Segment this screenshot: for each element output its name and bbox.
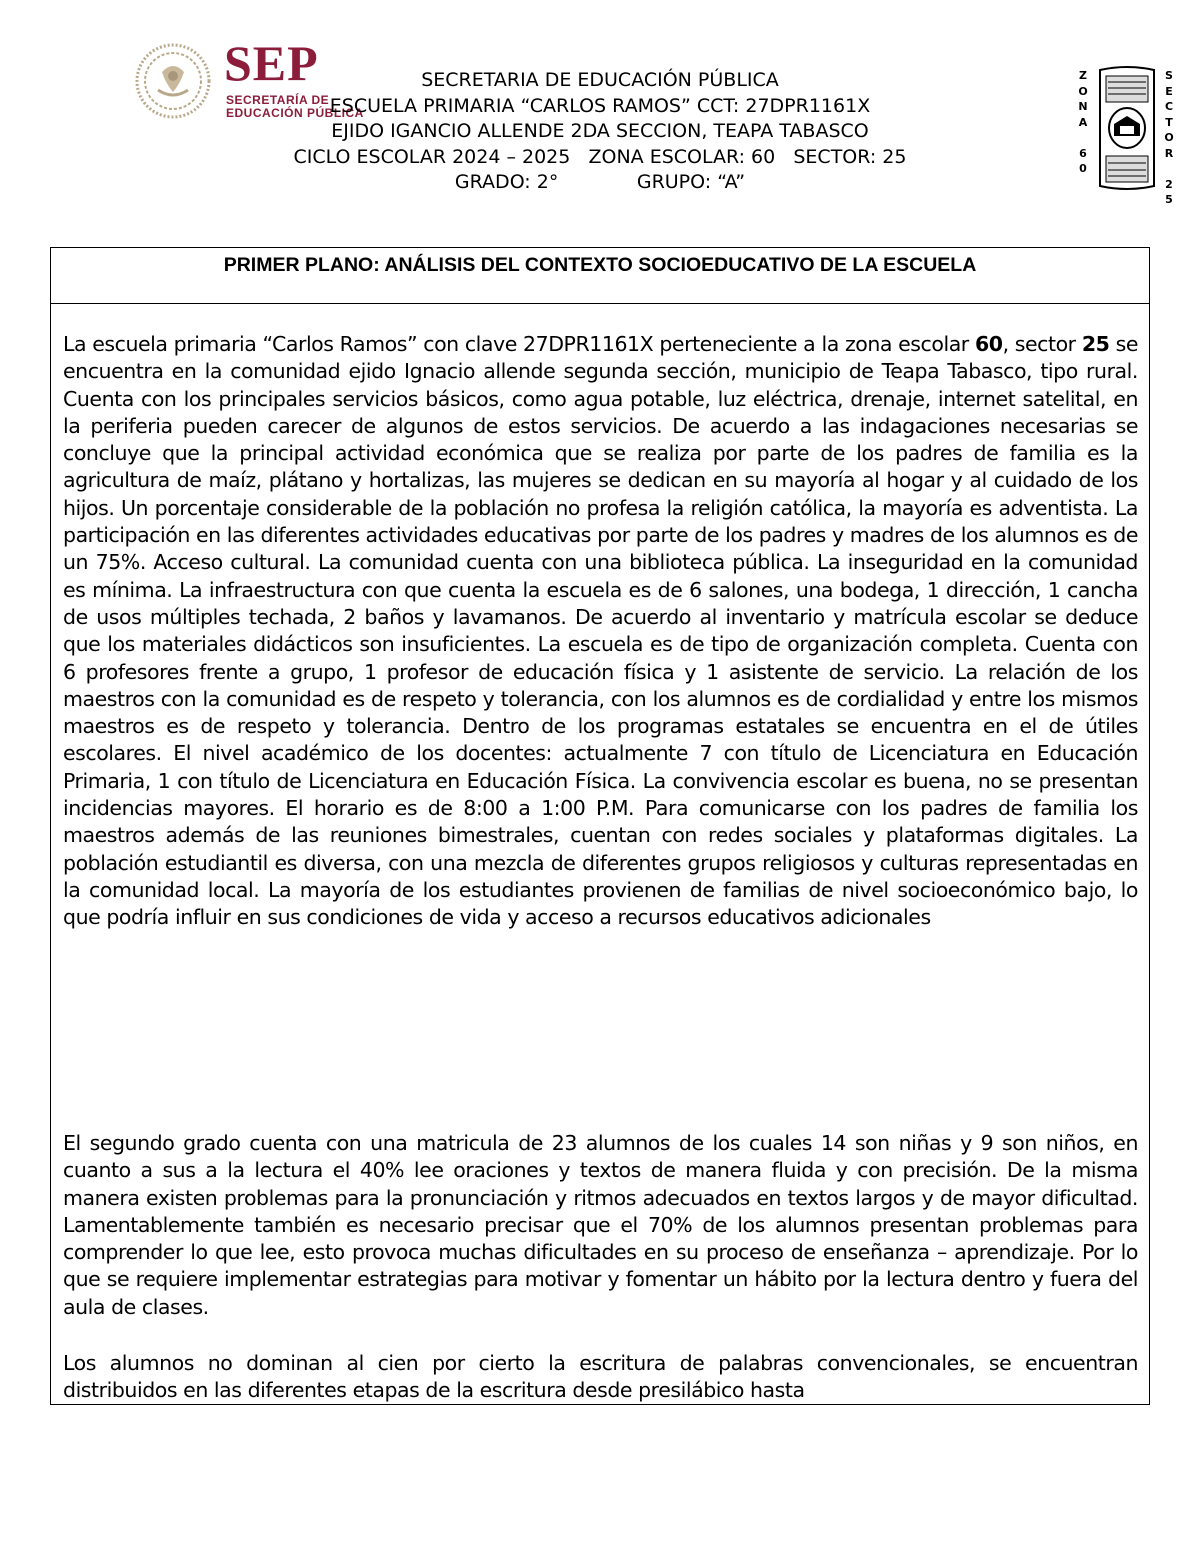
- header-line-school: ESCUELA PRIMARIA “CARLOS RAMOS” CCT: 27DPR1161X: [329, 94, 871, 117]
- header-line-address: EJIDO IGANCIO ALLENDE 2DA SECCION, TEAPA TABASCO: [331, 120, 869, 142]
- document-header: [200, 68, 1000, 196]
- sep-logo-text: SEP: [224, 35, 319, 91]
- context-analysis-box: [50, 247, 1150, 1405]
- zone-sector-badge-icon: [1094, 64, 1160, 192]
- header-line-cycle: CICLO ESCOLAR 2024 – 2025 ZONA ESCOLAR: 60 SECTOR: 25: [293, 145, 907, 168]
- section-title: PRIMER PLANO: ANÁLISIS DEL CONTEXTO SOCIOEDUCATIVO DE LA ESCUELA: [223, 254, 977, 276]
- writing-paragraph: Los alumnos no dominan al cien por cierto la escritura de palabras convencionales, se encuentran distribuidos en las diferentes etapas de la escritura desde presilábico hasta: [63, 1351, 1138, 1403]
- header-line-institution: SECRETARIA DE EDUCACIÓN PÚBLICA: [421, 69, 779, 91]
- header-line-grade: GRADO: 2° GRUPO: “A”: [454, 171, 746, 193]
- zone-vertical-text: Z O N A 6 0: [1078, 69, 1088, 175]
- context-paragraph: La escuela primaria “Carlos Ramos” con clave 27DPR1161X perteneciente a la zona escolar 60, sector 25 se encuentra en la comunidad ejido Ignacio allende segunda sección, municipio de Teapa Tabasco, tipo rural. Cuenta con los principales servicios básicos, como agua potable, luz eléctrica, drenaje, internet satelital, en la periferia pueden carecer de algunos de estos servicios. De acuerdo a las indagaciones necesarias se concluye que la principal actividad económica que se realiza por parte de los padres de familia es la agricultura de maíz, plátano y hortalizas, las mujeres se dedican en su mayoría al hogar y al cuidado de los hijos. Un porcentaje considerable de la población no profesa la religión católica, la mayoría es adventista. La participación en las diferentes actividades educativas por parte de los padres y madres de los alumnos es de un 75%. Acceso cultural. La comunidad cuenta con una biblioteca pública. La inseguridad en la comunidad es mínima. La infraestructura con que cuenta la escuela es de 6 salones, una bodega, 1 dirección, 1 cancha de usos múltiples techada, 2 baños y lavamanos. De acuerdo al inventario y matrícula escolar se deduce que los materiales didácticos son insuficientes. La escuela es de tipo de organización completa. Cuenta con 6 profesores frente a grupo, 1 profesor de educación física y 1 asistente de servicio. La relación de los maestros con la comunidad es de respeto y tolerancia, con los alumnos es de cordialidad y entre los mismos maestros es de respeto y tolerancia. Dentro de los programas estatales se encuentra en el de útiles escolares. El nivel académico de los docentes: actualmente 7 con título de Licenciatura en Educación Primaria, 1 con título de Licenciatura en Educación Física. La convivencia escolar es buena, no se presentan incidencias mayores. El horario es de 8:00 a 1:00 P.M. Para comunicarse con los padres de familia los maestros además de las reuniones bimestrales, cuentan con redes sociales y plataformas digitales. La población estudiantil es diversa, con una mezcla de diferentes grupos religiosos y culturas representadas en la comunidad local. La mayoría de los estudiantes provienen de familias de nivel socioeconómico bajo, lo que podría influir en sus condiciones de vida y acceso a recursos educativos adicionales: [63, 332, 1138, 930]
- grade-paragraph: El segundo grado cuenta con una matricula de 23 alumnos de los cuales 14 son niñas y 9 son niños, en cuanto a sus a la lectura el 40% lee oraciones y textos de manera fluida y con precisión. De la misma manera existen problemas para la pronunciación y ritmos adecuados en textos largos y de mayor dificultad. Lamentablemente también es necesario precisar que el 70% de los alumnos presentan problemas para comprender lo que lee, esto provoca muchas dificultades en su proceso de enseñanza – aprendizaje. Por lo que se requiere implementar estrategias para motivar y fomentar un hábito por la lectura dentro y fuera del aula de clases.: [63, 1131, 1138, 1319]
- content-clip: [51, 248, 1149, 1404]
- sep-logo-subtitle: SECRETARÍA DE EDUCACIÓN PÚBLICA: [226, 93, 364, 120]
- sector-vertical-text: S E C T O R 2 5: [1164, 69, 1174, 206]
